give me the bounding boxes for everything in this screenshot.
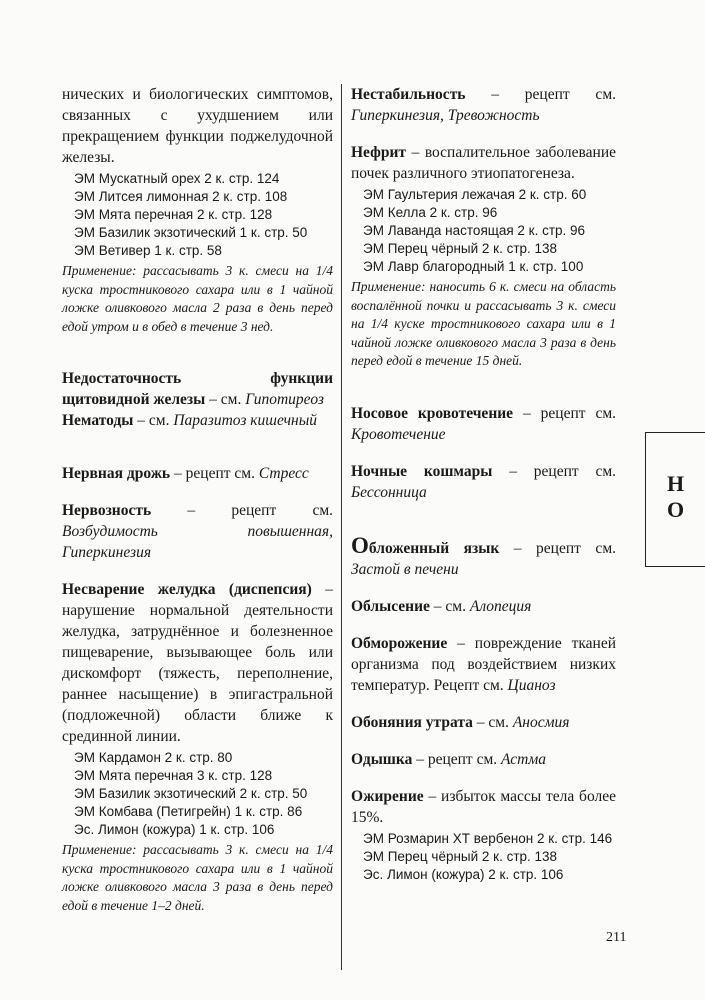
entry-instability [351, 84, 616, 126]
nephritis-usage: Применение: наносить 6 к. смеси на область воспалённой почки и рассасывать 3 к. смеси на 1/4 куске тростникового сахара или в 1 чайной ложке оливкового масла 3 раза в день перед едой в течение 15 дней. [351, 279, 616, 368]
list-item: ЭМ Келла 2 к. стр. 96 [363, 205, 498, 220]
entry-dyspepsia [62, 579, 333, 915]
list-item: ЭМ Комбава (Петигрейн) 1 к. стр. 86 [74, 804, 303, 819]
description: – воспалительное заболевание почек различного этиопатогенеза. [351, 144, 617, 182]
term: Нервная дрожь [62, 465, 171, 482]
term: Обморожение [351, 634, 448, 652]
term: Ночные кошмары [351, 462, 493, 480]
entry-nephritis [351, 142, 616, 371]
reference[interactable]: Кровотечение [351, 425, 446, 443]
entry-dyspnea [351, 749, 616, 770]
link-text: – см. [476, 713, 509, 731]
link-text: – рецепт см. [174, 465, 255, 482]
link-text: – рецепт см. [522, 404, 617, 422]
entry-anosmia [351, 712, 616, 733]
entry-nervousness [62, 500, 333, 563]
list-item: ЭМ Перец чёрный 2 к. стр. 138 [363, 241, 558, 256]
entry-coated-tongue [351, 532, 616, 580]
entry-obesity [351, 786, 616, 884]
list-item: Эс. Лимон (кожура) 2 к. стр. 106 [363, 866, 564, 882]
link-text: – см. [209, 391, 242, 408]
link-text: – см. [433, 597, 466, 615]
term: бложенный язык [368, 539, 500, 557]
list-item: ЭМ Базилик экзотический 2 к. стр. 50 [74, 786, 308, 801]
list-item: ЭМ Гаультерия лежачая 2 к. стр. 60 [363, 187, 587, 202]
list-item: ЭМ Перец чёрный 2 к. стр. 138 [363, 848, 558, 864]
list-item: ЭМ Лаванда настоящая 2 к. стр. 96 [363, 223, 586, 238]
entry-nosebleed [351, 403, 616, 445]
list-item: ЭМ Лавр благородный 1 к. стр. 100 [363, 259, 584, 274]
term: Нестабильность [351, 86, 466, 103]
intro-recipe-list [62, 170, 333, 260]
entry-nematodes [62, 410, 333, 431]
description: – нарушение нормальной деятельности желудка, затруднённое и болезненное пищеварение, вызывающее боль или дискомфорт (тяжесть, переполнение, раннее насыщение) в эпигастральной (подложечной) области ближе к срединной линии. [62, 581, 334, 745]
link-text: – см. [137, 412, 170, 429]
term: Несварение желудка (диспепсия) [62, 581, 312, 598]
link-text: – рецепт см. [491, 86, 616, 103]
reference[interactable]: Возбудимость повышенная, Гиперкинезия [62, 523, 333, 561]
term: Ожирение [351, 787, 424, 805]
list-item: ЭМ Литсея лимонная 2 к. стр. 108 [74, 189, 288, 204]
link-text: – рецепт см. [187, 502, 334, 519]
obesity-recipe-list [351, 830, 616, 884]
dyspepsia-recipe-list [62, 749, 333, 839]
list-item: ЭМ Мята перечная 2 к. стр. 128 [74, 207, 273, 222]
entry-hypothyroid [62, 368, 333, 410]
reference[interactable]: Алопеция [469, 597, 532, 615]
description: – повреждение тканей организма под воздействием низких температур. Рецепт см. [351, 634, 617, 694]
reference[interactable]: Стресс [258, 465, 309, 482]
dyspepsia-usage: Применение: рассасывать 3 к. смеси на 1/4 куска тростникового сахара или в 1 чайной ложке оливкового масла 3 раза в день перед едой в течение 1–2 дней. [62, 842, 333, 913]
right-column [351, 84, 616, 900]
reference[interactable]: Астма [501, 750, 546, 768]
tab-letter: О [666, 497, 685, 522]
term: Обоняния утрата [351, 713, 473, 731]
term: Одышка [351, 750, 413, 768]
term: Нефрит [351, 144, 407, 161]
list-item: ЭМ Мята перечная 3 к. стр. 128 [74, 768, 273, 783]
entry-frostbite [351, 633, 616, 696]
reference[interactable]: Цианоз [507, 676, 556, 694]
column-divider [341, 84, 342, 970]
reference[interactable]: Гиперкинезия, Тревожность [351, 107, 540, 124]
reference[interactable]: Бессонница [351, 483, 427, 501]
term: Нематоды [62, 412, 134, 429]
link-text: – рецепт см. [513, 539, 616, 557]
entry-tremor [62, 463, 333, 484]
list-item: Эс. Лимон (кожура) 1 к. стр. 106 [74, 822, 275, 837]
tab-letter: Н [666, 471, 685, 496]
list-item: ЭМ Базилик экзотический 1 к. стр. 50 [74, 225, 308, 240]
intro-usage: Применение: рассасывать 3 к. смеси на 1/4 куска тростникового сахара или в 1 чайной ложке оливкового масла 2 раза в день перед едой утром и в обед в течение 3 нед. [62, 263, 333, 334]
reference[interactable]: Застой в печени [351, 560, 459, 578]
reference[interactable]: Аносмия [512, 713, 570, 731]
entry-baldness [351, 596, 616, 617]
link-text: – рецепт см. [416, 750, 498, 768]
left-column [62, 84, 333, 931]
intro-text: нических и биологических симптомов, связанных с ухудшением или прекращением функции поджелудочной железы. [62, 86, 333, 166]
alphabet-tab[interactable] [645, 432, 705, 567]
term: Нервозность [62, 502, 152, 519]
reference[interactable]: Паразитоз кишечный [173, 412, 317, 429]
list-item: ЭМ Мускатный орех 2 к. стр. 124 [74, 171, 280, 186]
term: Недостаточность функции щитовидной железы [62, 370, 333, 408]
term: Носовое кровотечение [351, 404, 514, 422]
list-item: ЭМ Ветивер 1 к. стр. 58 [74, 243, 222, 258]
link-text: – рецепт см. [509, 462, 617, 480]
list-item: ЭМ Кардамон 2 к. стр. 80 [74, 750, 233, 765]
reference[interactable]: Гипотиреоз [245, 391, 324, 408]
list-item: ЭМ Розмарин ХТ вербенон 2 к. стр. 146 [363, 830, 613, 846]
entry-nightmares [351, 461, 616, 503]
description: – избыток массы тела более 15%. [351, 787, 616, 826]
page-number: 211 [606, 930, 627, 945]
drop-cap: О [351, 532, 369, 558]
nephritis-recipe-list [351, 186, 616, 276]
term: Облысение [351, 597, 430, 615]
